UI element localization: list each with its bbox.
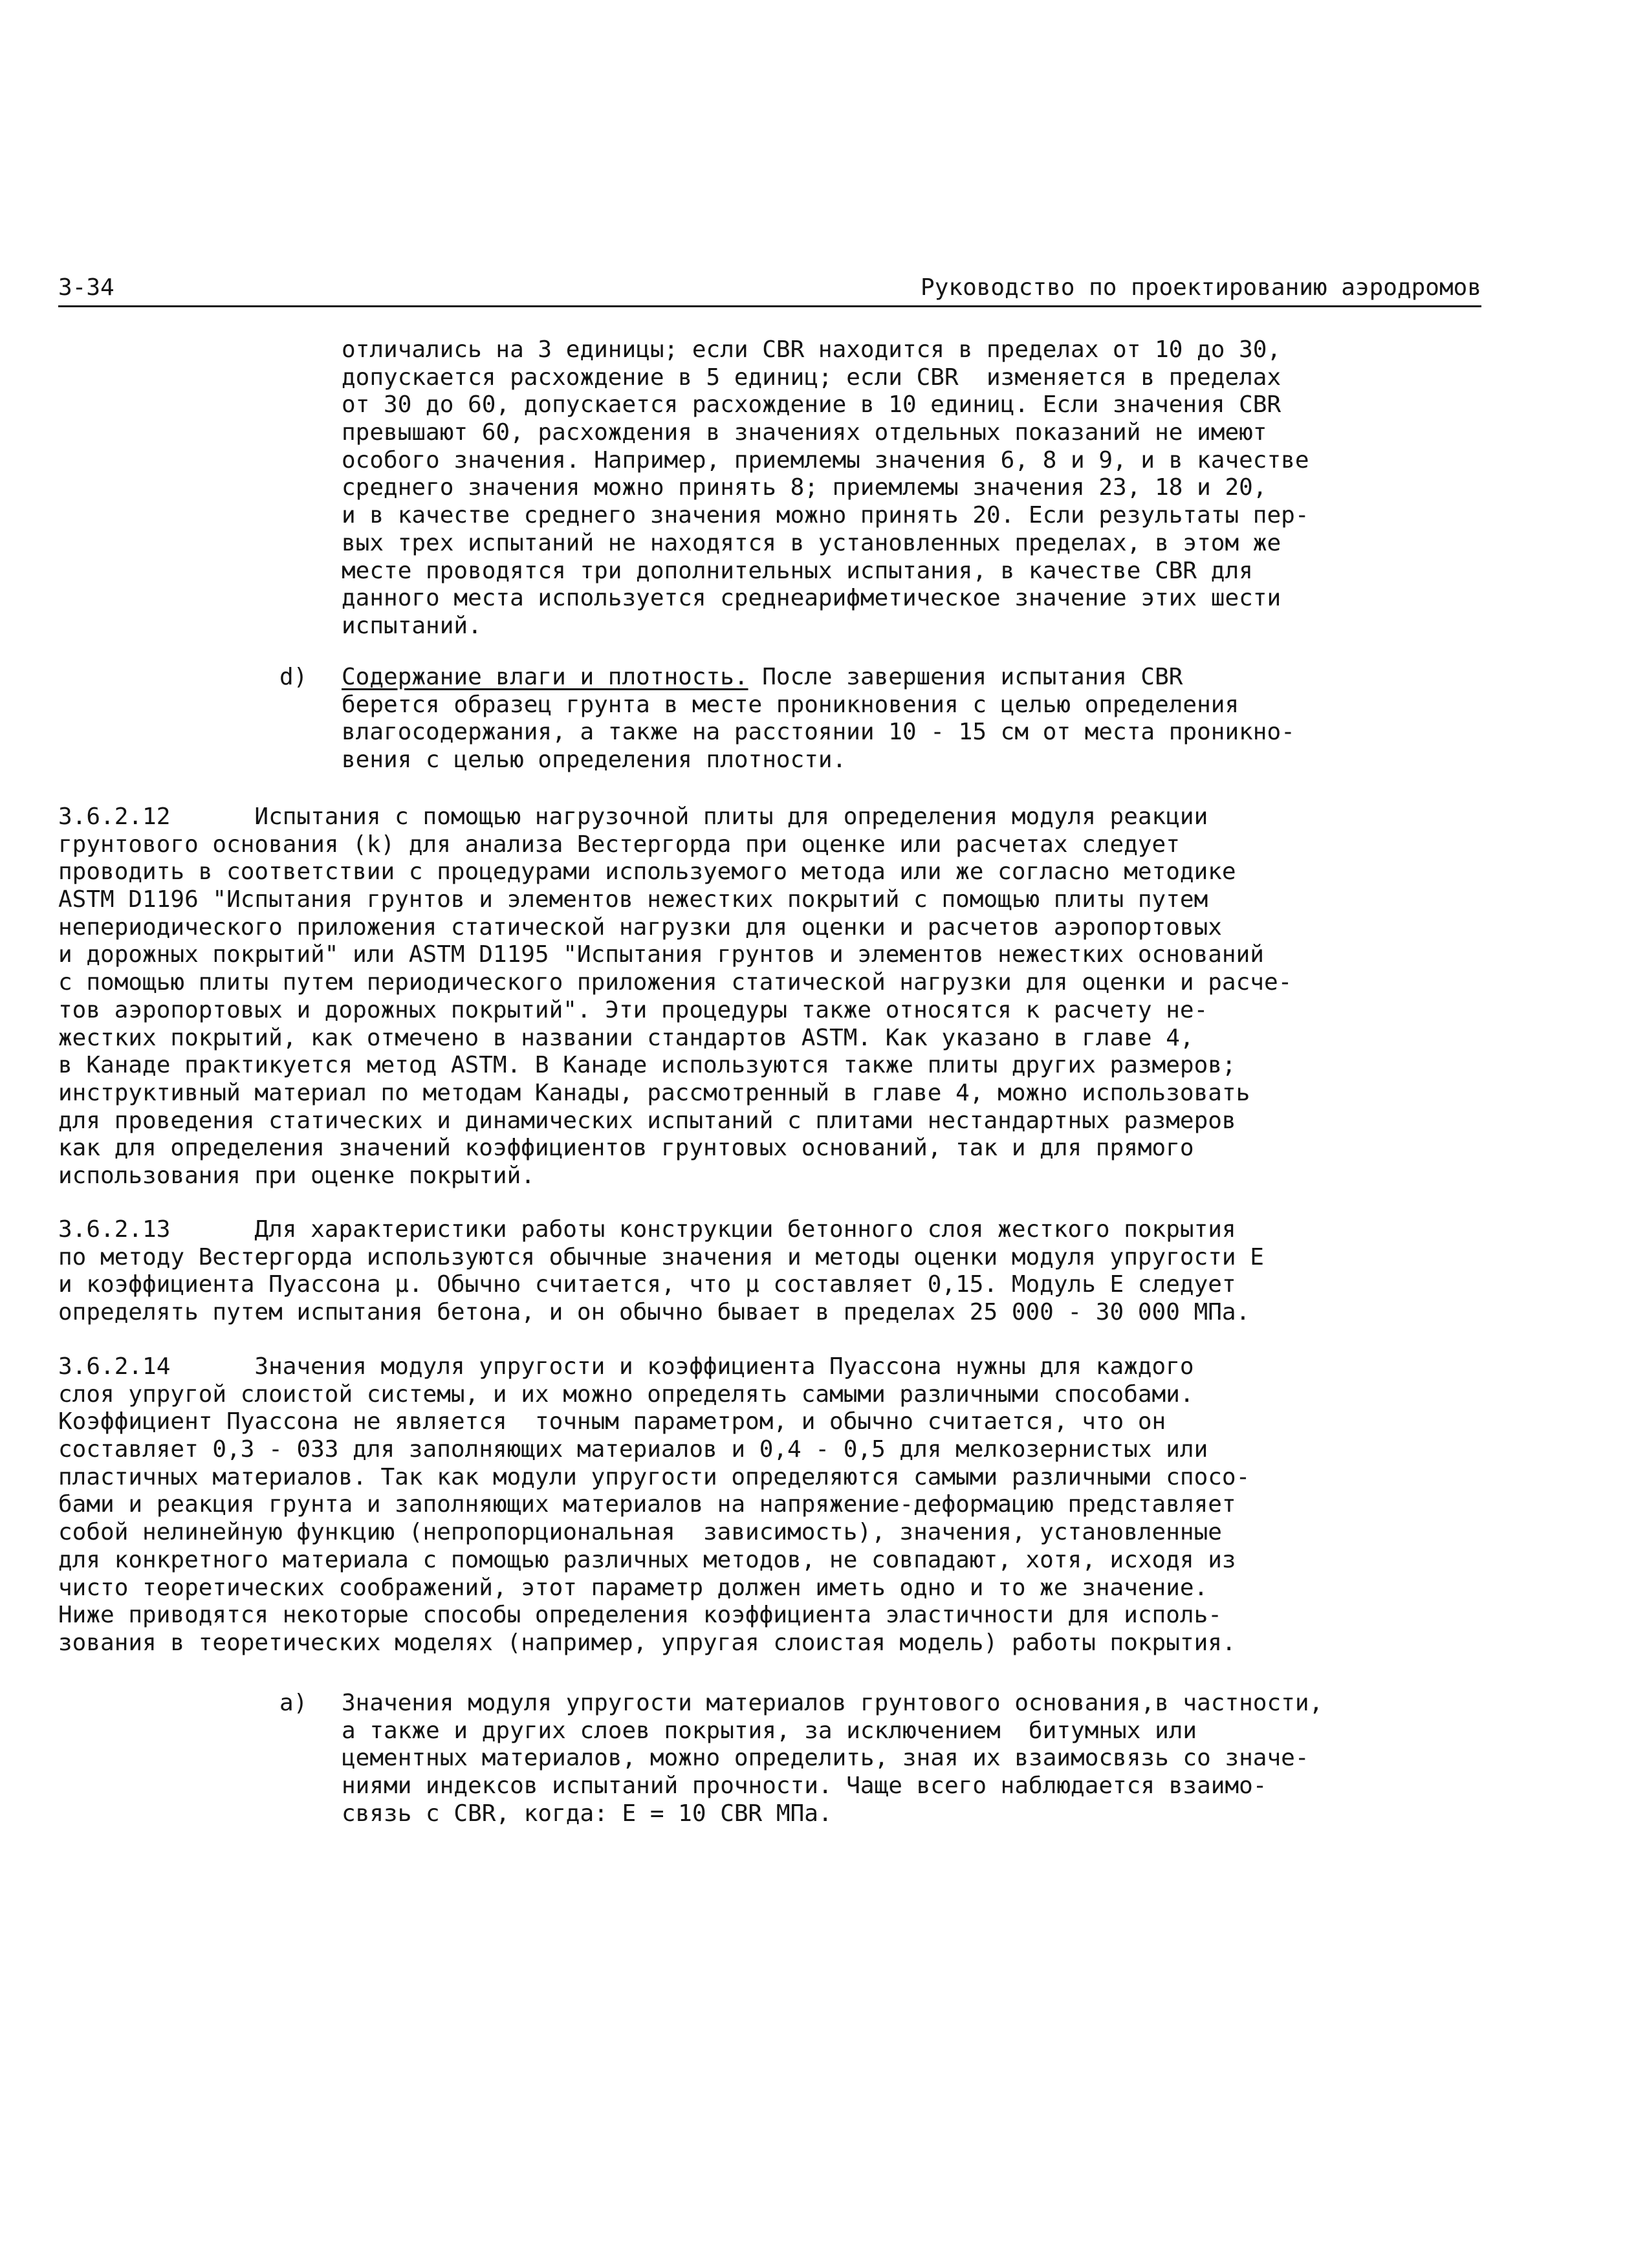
text-line: в Канаде практикуется метод ASTM. В Канаде используются также плиты других размеров; [58, 1052, 1236, 1079]
text-line: 3.6.2.14 Значения модуля упругости и коэффициента Пуассона нужны для каждого [58, 1353, 1194, 1380]
text-line: ASTM D1196 "Испытания грунтов и элементов нежестких покрытий с помощью плиты путем [58, 886, 1208, 913]
item-d-title: Содержание влаги и плотность. [342, 664, 748, 690]
text-line: и коэффициента Пуассона μ. Обычно считается, что μ составляет 0,15. Модуль E следует [58, 1271, 1236, 1298]
text-line: данного места используется среднеарифметическое значение этих шести [342, 585, 1281, 612]
text-line: ниями индексов испытаний прочности. Чаще всего наблюдается взаимо- [342, 1772, 1267, 1800]
list-item-d [342, 664, 1545, 774]
list-marker-d: d) [279, 664, 308, 690]
text-line: бами и реакция грунта и заполняющих материалов на напряжение-деформацию представляет [58, 1491, 1236, 1518]
text-line: инструктивный материал по методам Канады, рассмотренный в главе 4, можно использовать [58, 1079, 1250, 1106]
text-line: непериодического приложения статической нагрузки для оценки и расчетов аэропортовых [58, 913, 1222, 941]
page-number: 3-34 [58, 274, 115, 301]
text-line: грунтового основания (k) для анализа Вестергорда при оценке или расчетах следует [58, 831, 1180, 858]
text-line: особого значения. Например, приемлемы значения 6, 8 и 9, и в качестве [342, 446, 1309, 474]
text-line: Коэффициент Пуассона не является точным параметром, и обычно считается, что он [58, 1408, 1166, 1435]
text-line: берется образец грунта в месте проникновения с целью определения [342, 691, 1239, 718]
text-line: 3.6.2.12 Испытания с помощью нагрузочной плиты для определения модуля реакции [58, 803, 1208, 830]
text-line: жестких покрытий, как отмечено в названии стандартов ASTM. Как указано в главе 4, [58, 1024, 1194, 1051]
text-line: цементных материалов, можно определить, зная их взаимосвязь со значе- [342, 1745, 1309, 1772]
text-line: для конкретного материала с помощью различных методов, не совпадают, хотя, исходя из [58, 1546, 1236, 1573]
running-title: Руководство по проектированию аэродромов [921, 274, 1481, 301]
paragraph-3-6-2-12 [58, 803, 1540, 1190]
page-header [58, 273, 1481, 307]
text-line: по методу Вестергорда используются обычные значения и методы оценки модуля упругости E [58, 1243, 1264, 1270]
list-item-a [342, 1690, 1545, 1827]
text-line: использования при оценке покрытий. [58, 1162, 535, 1189]
text-line: зования в теоретических моделях (например, упругая слоистая модель) работы покрытия. [58, 1629, 1236, 1656]
text-line: проводить в соответствии с процедурами используемого метода или же согласно методике [58, 858, 1236, 886]
text-line: слоя упругой слоистой системы, и их можно определять самыми различными способами. [58, 1380, 1194, 1408]
text-line: влагосодержания, а также на расстоянии 10 - 15 см от места проникно- [342, 719, 1295, 746]
paragraph-3-6-2-14 [58, 1353, 1540, 1657]
text-line: от 30 до 60, допускается расхождение в 10 единиц. Если значения CBR [342, 391, 1281, 419]
text-line: вых трех испытаний не находятся в установленных пределах, в этом же [342, 529, 1281, 556]
item-d-first-line: После завершения испытания CBR [748, 664, 1183, 690]
text-line: Ниже приводятся некоторые способы определения коэффициента эластичности для исполь- [58, 1602, 1222, 1629]
text-line: и дорожных покрытий" или ASTM D1195 "Испытания грунтов и элементов нежестких оснований [58, 941, 1264, 968]
text-line: превышают 60, расхождения в значениях отдельных показаний не имеют [342, 419, 1267, 446]
text-line: как для определения значений коэффициентов грунтовых оснований, так и для прямого [58, 1135, 1194, 1162]
text-line: собой нелинейную функцию (непропорциональная зависимость), значения, установленные [58, 1519, 1222, 1546]
text-line: испытаний. [342, 612, 482, 639]
text-line: составляет 0,3 - 033 для заполняющих материалов и 0,4 - 0,5 для мелкозернистых или [58, 1436, 1208, 1463]
text-line: пластичных материалов. Так как модули упругости определяются самыми различными спосо- [58, 1463, 1250, 1490]
text-line: месте проводятся три дополнительных испытания, в качестве CBR для [342, 557, 1253, 584]
text-line: отличались на 3 единицы; если CBR находится в пределах от 10 до 30, [342, 336, 1281, 363]
text-line: с помощью плиты путем периодического приложения статической нагрузки для оценки и расче- [58, 969, 1292, 996]
text-line: и в качестве среднего значения можно принять 20. Если результаты пер- [342, 502, 1309, 529]
text-line: а также и других слоев покрытия, за исключением битумных или [342, 1717, 1197, 1744]
text-line: допускается расхождение в 5 единиц; если CBR изменяется в пределах [342, 364, 1281, 391]
text-line [342, 664, 1545, 692]
text-line: для проведения статических и динамических испытаний с плитами нестандартных размеров [58, 1107, 1236, 1134]
text-line: тов аэропортовых и дорожных покрытий". Эти процедуры также относятся к расчету не- [58, 996, 1208, 1023]
text-line: 3.6.2.13 Для характеристики работы конструкции бетонного слоя жесткого покрытия [58, 1216, 1236, 1243]
text-line: Значения модуля упругости материалов грунтового основания,в частности, [342, 1690, 1324, 1716]
text-line: среднего значения можно принять 8; приемлемы значения 23, 18 и 20, [342, 474, 1267, 501]
continuation-paragraph [342, 336, 1545, 640]
paragraph-3-6-2-13 [58, 1216, 1540, 1327]
text-line: связь с CBR, когда: E = 10 CBR МПа. [342, 1800, 833, 1827]
list-marker-a: a) [279, 1690, 308, 1716]
text-line: определять путем испытания бетона, и он обычно бывает в пределах 25 000 - 30 000 МПа. [58, 1299, 1250, 1326]
text-line: вения с целью определения плотности. [342, 747, 847, 774]
text-line: чисто теоретических соображений, этот параметр должен иметь одно и то же значение. [58, 1574, 1208, 1601]
